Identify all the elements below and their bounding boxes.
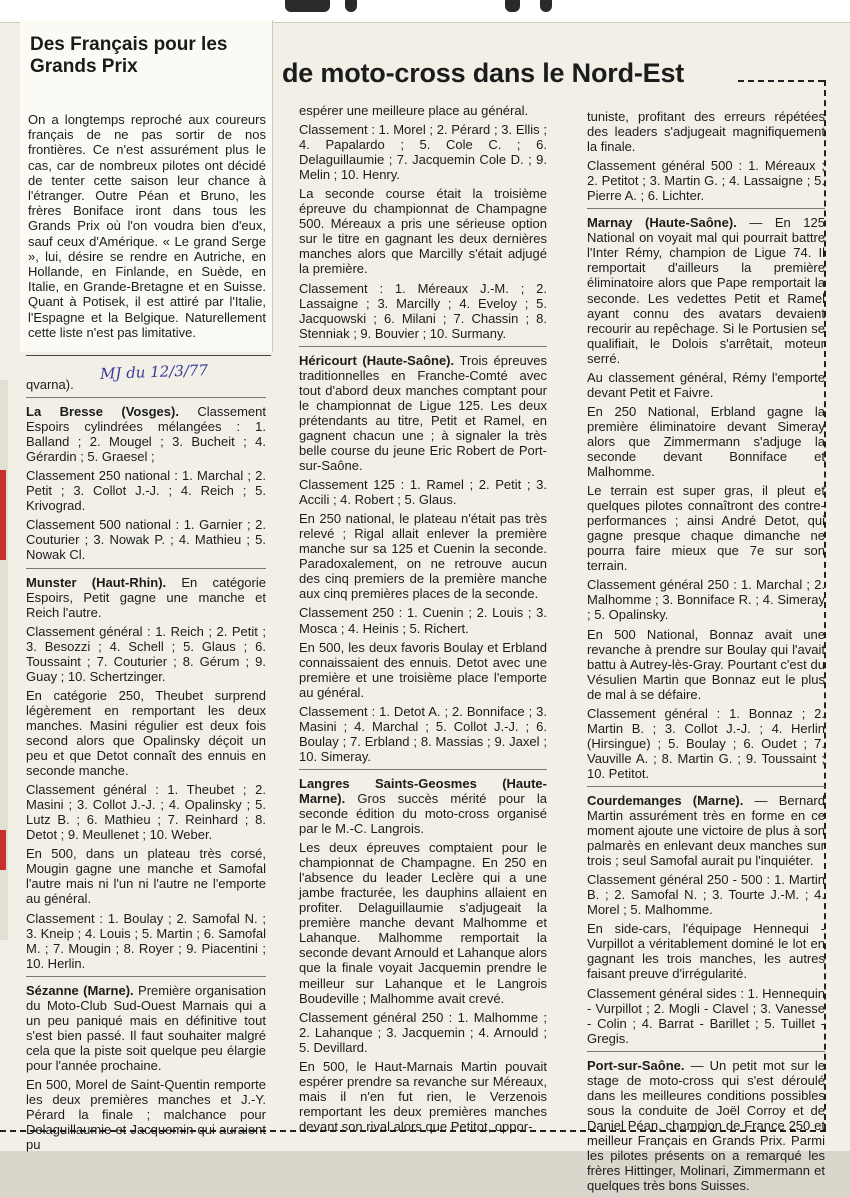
red-edge-mark xyxy=(0,830,6,870)
handwritten-date-note: MJ du 12/3/77 xyxy=(99,361,209,383)
article-paragraph xyxy=(26,517,266,562)
paragraph-text: Classement 250 : 1. Cuenin ; 2. Louis ; 3. Mosca ; 4. Heinis ; 5. Richert. xyxy=(299,605,547,636)
paragraph-text: Classement général : 1. Reich ; 2. Petit ; 3. Besozzi ; 4. Schell ; 5. Glaus ; 6. Toussaint ; 7. Couturier ; 8. Gérum ; 9. Guay ; 10. Schertzinger. xyxy=(26,623,266,684)
paragraph-text: Gros succès mérité pour la seconde édition du moto-cross organisé par le M.-C. Langrois. xyxy=(299,790,547,837)
paragraph-text: Classement général 250 - 500 : 1. Martin B. ; 2. Samofal N. ; 3. Tourte J.-M. ; 4. Morel ; 5. Malhomme. xyxy=(587,872,825,918)
section-heading: Courdemanges (Marne). xyxy=(587,792,744,808)
article-paragraph xyxy=(299,186,547,276)
section-divider xyxy=(299,769,547,770)
section-divider xyxy=(299,346,547,347)
article-paragraph xyxy=(26,782,266,842)
paragraph-text: Au classement général, Rémy l'emporte devant Petit et Faivre. xyxy=(587,369,825,400)
article-headline: de moto-cross dans le Nord-Est xyxy=(282,58,685,88)
article-paragraph xyxy=(587,158,825,203)
paragraph-text: espérer une meilleure place au général. xyxy=(299,103,529,118)
article-paragraph xyxy=(299,511,547,601)
article-paragraph xyxy=(299,704,547,764)
article-paragraph xyxy=(587,986,825,1046)
section-divider xyxy=(26,568,266,569)
paragraph-text: Classement 250 national : 1. Marchal ; 2. Petit ; 3. Collot J.-J. ; 4. Reich ; 5. Krivograd. xyxy=(26,468,266,514)
paragraph-text: Première organisation du Moto-Club Sud-Ouest Marnais qui a un peu paniqué mais en définitive tout s'est bien passé. Il faut souhaiter malgré cela que la piste soit quelque peu élargie pour l'année prochaine. xyxy=(26,982,266,1073)
sidebar-title: Des Français pour les Grands Prix xyxy=(30,34,228,77)
paragraph-text: Classement général : 1. Theubet ; 2. Masini ; 3. Collot J.-J. ; 4. Opalinsky ; 5. Lutz B. ; 6. Mathieu ; 7. Reinhard ; 8. Detot ; 9. Meullenet ; 10. Weber. xyxy=(26,782,266,843)
paragraph-text: En catégorie Espoirs, Petit gagne une manche et Reich l'autre. xyxy=(26,574,266,620)
article-paragraph xyxy=(299,840,547,1006)
paragraph-text: Classement 125 : 1. Ramel ; 2. Petit ; 3. Accili ; 4. Robert ; 5. Glaus. xyxy=(299,477,547,508)
article-paragraph xyxy=(299,776,547,836)
paragraph-text: En side-cars, l'équipage Hennequi - Vurpillot a véritablement dominé le lot en gagnant les trois manches, les autres faisant preuve d'irrégularité. xyxy=(587,921,825,982)
paragraph-text: Classement général sides : 1. Hennequin - Vurpillot ; 2. Mogli - Clavel ; 3. Vanesse - Colin ; 4. Barrat - Barillet ; 5. Tuillet - Gregis. xyxy=(587,985,825,1046)
article-paragraph xyxy=(26,404,266,464)
paragraph-text: tuniste, profitant des erreurs répétées des leaders s'adjugeait magnifiquement la finale. xyxy=(587,109,825,155)
article-paragraph xyxy=(299,353,547,473)
paragraph-text: En 250 national, le plateau n'était pas très relevé ; Rigal allait enlever la première manche sur sa 125 et Cuenin la seconde. Paradoxalement, on ne retrouve aucun des cinq premiers de la première manche aux cinq premières places de la seconde. xyxy=(299,511,547,602)
article-paragraph xyxy=(299,477,547,507)
article-paragraph xyxy=(26,911,266,971)
ink-fragment xyxy=(505,0,520,12)
article-paragraph xyxy=(587,109,825,154)
paragraph-text: Classement Espoirs cylindrées mélangées : 1. Balland ; 2. Mougel ; 3. Bucheit ; 4. Gérardin ; 5. Graesel ; xyxy=(26,404,266,465)
section-divider xyxy=(26,397,266,398)
paragraph-text: Classement : 1. Méreaux J.-M. ; 2. Lassaigne ; 3. Marcilly ; 4. Eveloy ; 5. Jacquowski ; 6. Milani ; 7. Chassin ; 8. Stenniak ; 9. Bouvier ; 10. Surmany. xyxy=(299,280,547,341)
paragraph-text: — Un petit mot sur le stage de moto-cross qui s'est déroulé dans les meilleures conditions possibles sous la conduite de Joël Corroy et de Daniel Péan, champion de France 250 et meilleur Français en Grands Prix. Parmi les pilotes présents on a remarqué les frères Hittinger, Molinari, Zimmermann et quelques très bons Suisses. xyxy=(587,1057,825,1194)
paragraph-text: En 500, les deux favoris Boulay et Erbland connaissaient des ennuis. Detot avec une première et une troisième place l'emporte au général. xyxy=(299,639,547,700)
article-paragraph xyxy=(299,122,547,182)
article-paragraph xyxy=(587,577,825,622)
section-heading: Héricourt (Haute-Saône). xyxy=(299,352,455,368)
article-paragraph xyxy=(587,404,825,479)
paragraph-text: La seconde course était la troisième épreuve du championnat de Champagne 500. Méreaux a pris une sérieuse option sur le titre en gagnant les deux dernières manches alors que Marcilly s'était adjugé la première. xyxy=(299,186,547,277)
paragraph-text: Trois épreuves traditionnelles en Franche-Comté avec tout d'abord deux manches comptant pour le championnat de Ligue 125. Les deux prétendants au titre, Petit et Ramel, en gagnent chacun une ; à signaler la très belle course du jeune Eric Robert de Port-sur-Saône. xyxy=(299,352,548,474)
paragraph-text: En 500 National, Bonnaz avait une revanche à prendre sur Boulay qui l'avait battu à Autrey-lès-Gray. Pourtant c'est du Vésulien Martin que Bonnaz eut le plus de mal à se défaire. xyxy=(587,626,825,702)
article-paragraph xyxy=(587,1058,825,1193)
paragraph-text: Classement général 500 : 1. Méreaux ; 2. Petitot ; 3. Martin G. ; 4. Lassaigne ; 5. Pierre A. ; 6. Lichter. xyxy=(587,158,825,204)
article-paragraph xyxy=(26,983,266,1073)
article-paragraph xyxy=(26,377,266,392)
section-heading: La Bresse (Vosges). xyxy=(26,404,179,420)
article-paragraph xyxy=(299,281,547,341)
paragraph-text: Classement : 1. Detot A. ; 2. Bonniface ; 3. Masini ; 4. Marchal ; 5. Collot J.-J. ; 6. Boulay ; 7. Erbland ; 8. Massias ; 9. Jaxel ; 10. Simeray. xyxy=(299,703,547,764)
article-paragraph xyxy=(587,627,825,702)
article-paragraph xyxy=(26,624,266,684)
paragraph-text: En 250 National, Erbland gagne la première éliminatoire devant Simeray alors que Zimmermann s'adjuge la seconde devant Bonniface et Malhomme. xyxy=(587,403,825,480)
article-paragraph xyxy=(587,370,825,400)
paragraph-text: Classement général 250 : 1. Malhomme ; 2. Lahanque ; 3. Jacquemin ; 4. Arnould ; 5. Devillard. xyxy=(299,1009,547,1055)
paragraph-text: En catégorie 250, Theubet surprend légèrement en remportant les deux manches. Masini régulier est deux fois second alors que Opalinsky déçoit un peu et que Detot connaît des ennuis en seconde manche. xyxy=(26,687,266,779)
article-paragraph xyxy=(299,103,547,118)
section-divider xyxy=(587,1051,825,1052)
paragraph-text: qvarna). xyxy=(26,377,74,392)
article-paragraph xyxy=(26,688,266,778)
article-paragraph xyxy=(587,921,825,981)
cutout-line-top xyxy=(738,80,824,82)
section-divider xyxy=(587,786,825,787)
paragraph-text: Classement 500 national : 1. Garnier ; 2. Couturier ; 3. Nowak P. ; 4. Mathieu ; 5. Nowak Cl. xyxy=(26,517,266,563)
section-heading: Port-sur-Saône. xyxy=(587,1057,685,1073)
column-2 xyxy=(299,103,547,1138)
ink-fragment xyxy=(540,0,552,12)
paragraph-text: — En 125 National on voyait mal qui pourrait battre l'Inter Rémy, champion de Ligue 74. Il remportait d'ailleurs la première éliminatoire alors que Pape remportait la seconde. Les vedettes Petit et Ramel ayant connu des avatars devaient recourir au repêchage. Si le Portusien se qualifiait, le Dolois s'arrêtait, moteur serré. xyxy=(587,215,825,366)
paragraph-text: Classement : 1. Morel ; 2. Pérard ; 3. Ellis ; 4. Papalardo ; 5. Cole C. ; 6. Delaguillaumie ; 7. Jacquemin Cole D. ; 9. Melin ; 10. Henry. xyxy=(299,122,547,183)
paragraph-text: En 500, dans un plateau très corsé, Mougin gagne une manche et Samofal l'autre mais ni l'un ni l'autre ne l'emporte au général. xyxy=(26,846,266,907)
sidebar-body: On a longtemps reproché aux coureurs français de ne pas sortir de nos frontières. Ce n'est assurément plus le cas, car de nombreux pilotes ont décidé de tenter cette saison leur chance à l'étranger. Outre Péan et Bruno, les frères Boniface iront dans tous les Grands Prix où l'on voudra bien d'eux, sauf ceux d'Amérique. « Le grand Serge », lui, désire se rendre en Autriche, en Hollande, en Finlande, en Suède, en Italie, en Grande-Bretagne et en Suisse. Quant à Potisek, il est attiré par l'Italie, l'Espagne et la Belgique. Naturellement cette liste n'est pas limitative. xyxy=(28,112,266,340)
section-heading: Munster (Haut-Rhin). xyxy=(26,574,167,590)
paragraph-text: Classement : 1. Boulay ; 2. Samofal N. ; 3. Kneip ; 4. Louis ; 5. Martin ; 6. Samofal M. ; 7. Mougin ; 8. Royer ; 9. Piacentini ; 10. Herlin. xyxy=(26,910,266,971)
article-paragraph xyxy=(587,215,825,365)
paragraph-text: Classement général 250 : 1. Marchal ; 2. Malhomme ; 3. Bonniface R. ; 4. Simeray ; 5. Opalinsky. xyxy=(587,577,825,623)
section-heading: Sézanne (Marne). xyxy=(26,982,134,998)
paragraph-text: Le terrain est super gras, il pleut et quelques pilotes connaîtront des contre-performances ; ainsi André Detot, qui gagne presque chaque dimanche ne pourra faire mieux que 7e sur son terrain. xyxy=(587,483,825,574)
ink-fragment xyxy=(285,0,330,12)
paragraph-text: Classement général : 1. Bonnaz ; 2. Martin B. ; 3. Collot J.-J. ; 4. Herlin (Hirsingue) ; 5. Boulay ; 6. Oudet ; 7. Vauville A. ; 8. Martin G. ; 9. Toussaint ; 10. Petitot. xyxy=(587,705,825,781)
article-paragraph xyxy=(26,468,266,513)
section-heading: Langres Saints-Geosmes (Haute-Marne). xyxy=(299,775,547,806)
column-1 xyxy=(26,377,266,1156)
section-heading: Marnay (Haute-Saône). xyxy=(587,215,737,231)
article-paragraph xyxy=(26,1077,266,1152)
column-rule xyxy=(26,355,271,356)
red-edge-mark xyxy=(0,470,6,560)
column-3 xyxy=(587,109,825,1197)
article-paragraph xyxy=(587,872,825,917)
article-paragraph xyxy=(299,605,547,635)
article-paragraph xyxy=(587,483,825,573)
ink-fragment xyxy=(345,0,357,12)
paragraph-text: En 500, Morel de Saint-Quentin remporte les deux premières manches et J.-Y. Pérard la finale ; malchance pour Delaguillaumie et Jacquemin qui auraient pu xyxy=(26,1076,266,1153)
article-paragraph xyxy=(587,793,825,868)
article-paragraph xyxy=(299,1010,547,1055)
paragraph-text: Les deux épreuves comptaient pour le championnat de Champagne. En 250 en l'absence du leader Leclère qui a une jambe fracturée, les dauphins allaient en profiter. Delaguillaumie s'adjugeait la première manche devant Malhomme et Lahanque. Malhomme remportait la seconde devant Arnould et Lahanque alors que la finale voyait Jacquemin prendre le meilleur sur Lahanque et le Langrois Boudeville ; Malhomme avait crevé. xyxy=(299,840,547,1006)
article-paragraph xyxy=(299,640,547,700)
article-paragraph xyxy=(299,1059,547,1134)
paragraph-text: En 500, le Haut-Marnais Martin pouvait espérer prendre sa revanche sur Méreaux, mais il n'en fut rien, le Verzenois remportant les deux premières manches devant son rival alors que Petitot, oppor- xyxy=(299,1058,547,1134)
section-divider xyxy=(587,208,825,209)
article-paragraph xyxy=(26,846,266,906)
paragraph-text: — Bernard Martin assurément très en forme en ce moment ajoute une victoire de plus à son palmarès en enlevant deux manches sur trois ; seul Samofal aurait pu l'inquiéter. xyxy=(587,792,825,869)
article-paragraph xyxy=(587,706,825,781)
section-divider xyxy=(26,976,266,977)
article-paragraph xyxy=(26,575,266,620)
